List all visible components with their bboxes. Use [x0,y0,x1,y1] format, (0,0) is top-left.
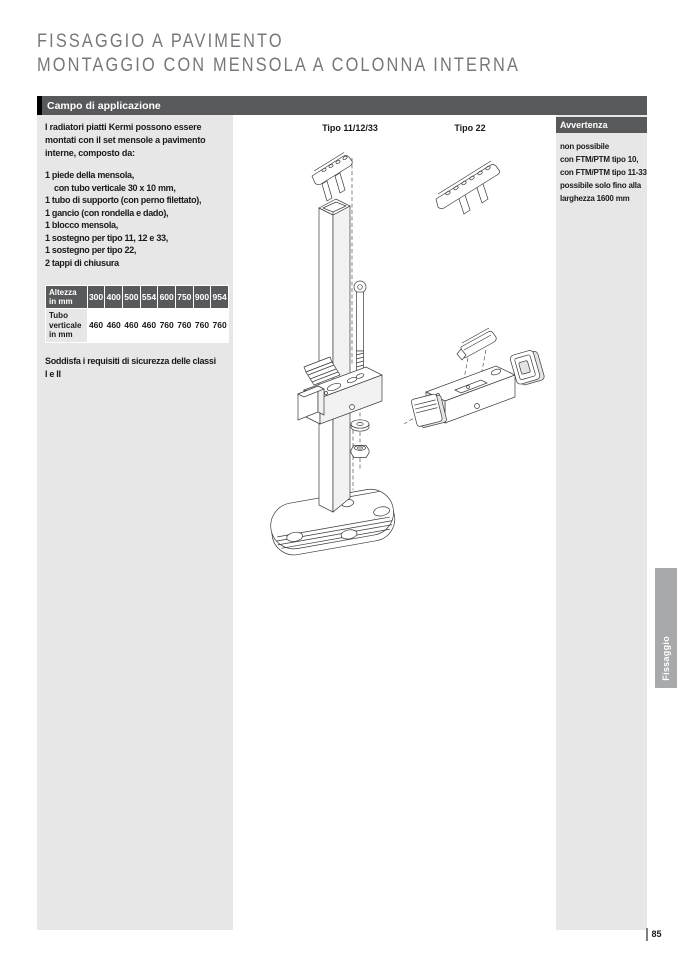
table-cell: 460 [123,309,140,342]
intro-line: montati con il set mensole a pavimento [45,135,206,145]
table-header-cell: 900 [194,286,211,308]
table-cell: 460 [105,309,122,342]
safety-note [45,355,229,381]
list-item: 1 sostegno per tipo 22, [45,245,137,255]
list-item: con tubo verticale 30 x 10 mm, [54,182,176,193]
table-cell: 760 [158,309,175,342]
height-table [45,285,229,343]
section-header [37,96,647,115]
page-title-line1: FISSAGGIO A PAVIMENTO [37,31,284,52]
table-cell: 760 [194,309,211,342]
table-row [46,309,228,342]
table-cell: 460 [88,309,105,342]
warning-line: con FTM/PTM tipo 11-33 [560,168,647,177]
diagram-label-tipo-11-12-33: Tipo 11/12/33 [322,123,378,133]
hook [354,281,366,376]
chapter-tab-label: Fissaggio [661,636,671,681]
page-title-line2: MONTAGGIO CON MENSOLA A COLONNA INTERNA [37,55,521,76]
assembly-diagram [233,138,556,583]
table-header-label: Altezza in mm [46,286,87,308]
table-row-label: Tubo verticale in mm [46,309,87,342]
table-header-cell: 600 [158,286,175,308]
intro-line: I radiatori piatti Kermi possono essere [45,122,202,132]
warning-line: non possibile [560,142,609,151]
clamp-piece [457,328,496,360]
table-header-cell: 954 [211,286,228,308]
safety-note-line: I e II [45,368,61,379]
warning-line: larghezza 1600 mm [560,194,630,203]
table-header-cell: 400 [105,286,122,308]
page-title [37,30,520,78]
section-header-label: Campo di applicazione [47,99,161,112]
page-footer [646,928,662,941]
component-list [45,169,229,269]
warning-header [556,117,647,133]
intro-line: interne, composto da: [45,148,135,158]
warning-line: con FTM/PTM tipo 10, [560,155,639,164]
diagram-label-tipo-22: Tipo 22 [454,123,486,133]
table-header-cell: 554 [141,286,158,308]
warning-body [556,133,647,205]
warning-panel [556,115,647,930]
table-header-row [46,286,228,308]
warning-line: possibile solo fino alla [560,181,641,190]
warning-header-label: Avvertenza [560,120,608,130]
table-header-cell: 500 [123,286,140,308]
page-number: 85 [651,929,662,939]
nut [351,446,369,458]
table-header-cell: 750 [176,286,193,308]
application-panel [37,115,233,930]
table-header-cell: 300 [88,286,105,308]
washer [351,420,369,431]
application-intro [45,121,229,160]
list-item: 1 piede della mensola, [45,170,134,180]
vertical-tube [319,199,350,512]
support-bracket-tipo-22 [436,161,500,214]
table-cell: 760 [176,309,193,342]
support-bracket-tipo-11-12-33 [312,153,352,202]
list-item: 1 blocco mensola, [45,220,118,230]
list-item: 1 sostegno per tipo 11, 12 e 33, [45,232,168,243]
chapter-tab-fissaggio [655,568,677,688]
table-cell: 760 [211,309,228,342]
list-item: 1 tubo di supporto (con perno filettato), [45,195,202,205]
table-cell: 460 [141,309,158,342]
safety-note-line: Soddisfa i requisiti di sicurezza delle classi [45,355,216,366]
footer-divider [646,928,648,941]
list-item: 2 tappi di chiusura [45,257,119,268]
list-item: 1 gancio (con rondella e dado), [45,207,169,218]
